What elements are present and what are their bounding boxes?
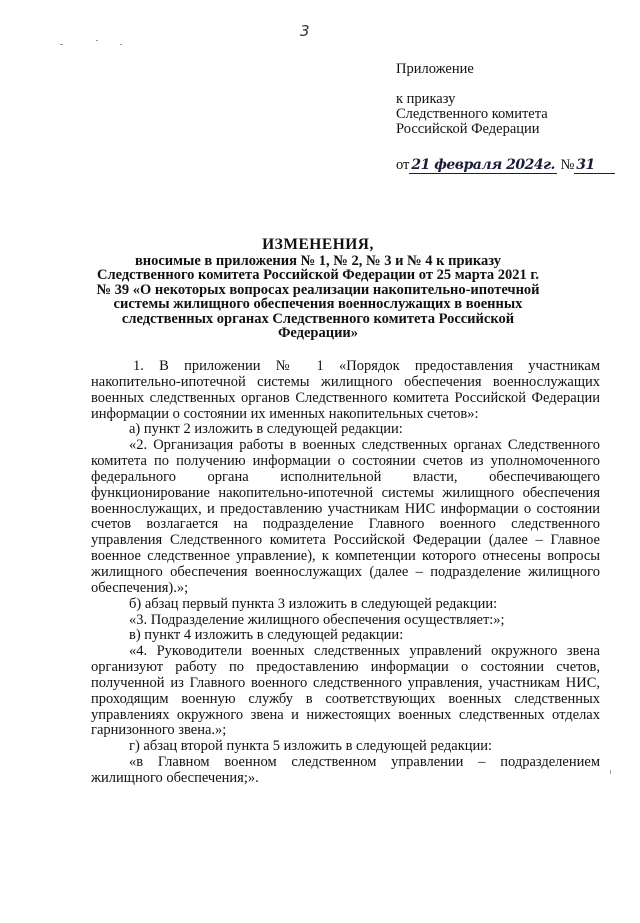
appendix-title: Приложение bbox=[396, 61, 474, 77]
paragraph: в) пункт 4 изложить в следующей редакции: bbox=[129, 627, 404, 644]
paragraph: «3. Подразделение жилищного обеспечения осуществляет:»; bbox=[129, 611, 505, 628]
handwritten-number: 31 bbox=[576, 157, 595, 173]
date-prefix: от bbox=[396, 157, 410, 173]
scan-speck bbox=[96, 40, 98, 41]
appendix-line: Российской Федерации bbox=[396, 121, 540, 137]
scan-speck bbox=[60, 44, 63, 45]
document-heading bbox=[88, 238, 548, 341]
appendix-block bbox=[396, 62, 626, 137]
appendix-line: Следственного комитета bbox=[396, 106, 548, 122]
scan-speck bbox=[120, 44, 122, 45]
appendix-line: к приказу bbox=[396, 91, 456, 107]
paragraph: 1. В приложении № 1 «Порядок предоставления участникам накопительно-ипотечной системы жилищного обеспечения военнослужащих военных следственных органов Следственного комитета Российской Федерации информации о состоянии их именных накопительных счетов»: bbox=[91, 358, 600, 422]
number-prefix: № bbox=[560, 157, 575, 173]
page-number: 3 bbox=[300, 22, 310, 40]
document-body bbox=[91, 359, 600, 787]
scan-speck bbox=[610, 770, 611, 774]
paragraph: г) абзац второй пункта 5 изложить в следующей редакции: bbox=[129, 738, 493, 755]
paragraph: «в Главном военном следственном управлении – подразделением жилищного обеспечения;». bbox=[91, 754, 600, 786]
paragraph: а) пункт 2 изложить в следующей редакции: bbox=[129, 421, 403, 438]
paragraph: б) абзац первый пункта 3 изложить в следующей редакции: bbox=[129, 595, 498, 612]
paragraph: «2. Организация работы в военных следственных органах Следственного комитета по получению информации о состоянии счетов из уполномоченного федерального органа исполнительной власти, обеспечивающего функционирование накопительно-ипотечной системы жилищного обеспечения военнослужащих, и предоставлению участникам НИС информации о состоянии счетов возлагается на подразделение Главного военного следственного управления Следственного комитета Российской Федерации (далее – Главное военное следственное управление), к компетенции которого отнесены вопросы жилищного обеспечения военнослужащих (далее – подразделение жилищного обеспечения).»; bbox=[91, 437, 600, 596]
heading-title: ИЗМЕНЕНИЯ, bbox=[262, 236, 374, 253]
paragraph: «4. Руководители военных следственных управлений окружного звена организуют работу по предоставлению информации о состоянии счетов, полученной из Главного военного следственного управления, участникам НИС, проходящим военную службу в соответствующих военных следственных управлениях окружного звена и нижестоящих военных следственных отделах гарнизонного звена.»; bbox=[91, 643, 600, 739]
heading-subtitle: вносимые в приложения № 1, № 2, № 3 и № 4 к приказу Следственного комитета Российской Федерации от 25 марта 2021 г. № 39 «О некоторых вопросах реализации накопительно-ипотечной системы жилищного обеспечения военнослужащих в военных следственных органах Следственного комитета Российской Федерации» bbox=[96, 252, 540, 341]
handwritten-date: 21 февраля 2024г. bbox=[411, 157, 555, 173]
order-date-number bbox=[396, 156, 615, 174]
